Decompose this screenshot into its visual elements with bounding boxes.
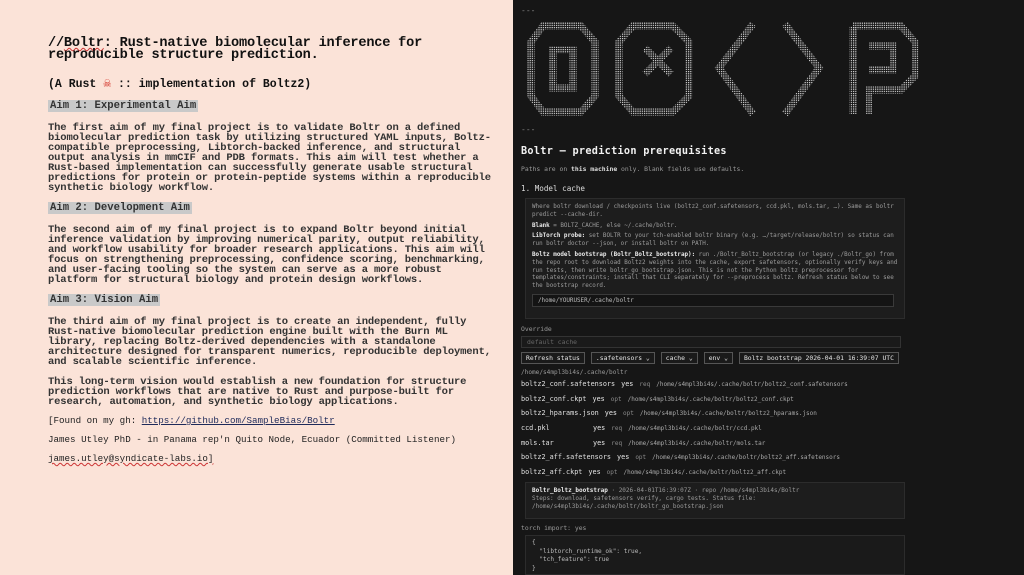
page-title: Boltr — prediction prerequisites <box>521 146 727 157</box>
file-status: yes <box>617 453 630 462</box>
crab-icon: ☠ <box>103 76 112 91</box>
probe-label: LibTorch probe: <box>532 233 586 240</box>
aim-2-section <box>48 193 495 285</box>
section-title-model-cache: 1. Model cache <box>521 184 586 193</box>
file-status: yes <box>593 438 606 447</box>
document-title <box>48 38 495 62</box>
file-status: yes <box>621 380 634 388</box>
file-name: mols.tar <box>521 438 554 447</box>
blank-label: Blank <box>532 222 550 229</box>
status-toolbar <box>521 352 899 364</box>
aim-body: The third aim of my final project is to create an independent, fully Rust-native biomolecular prediction engine built with the Burn ML library, replacing Boltz-derived dependencies with a standalone architecture designed for transparent numerics, reproducible deployment, and scalable scientific inference. <box>48 316 491 368</box>
title-name: Boltr <box>63 36 104 51</box>
aim-3-section <box>48 285 495 367</box>
aim-1-section <box>48 91 495 193</box>
file-status: yes <box>588 468 601 477</box>
file-required: opt <box>623 410 634 418</box>
terminal-pane <box>513 0 1024 575</box>
file-path: /home/s4mpl3bi4s/.cache/boltr/boltz2_aff.ckpt <box>623 469 787 477</box>
list-item <box>521 468 1021 483</box>
aim-heading: Aim 1: Experimental Aim <box>50 100 197 112</box>
info-blank <box>532 223 898 231</box>
bootstrap-title-line <box>532 487 898 495</box>
bootstrap-record-box <box>525 482 905 519</box>
file-path: /home/s4mpl3bi4s/.cache/boltr/mols.tar <box>628 439 766 447</box>
list-item <box>521 380 1021 395</box>
divider-top: --- <box>521 6 536 15</box>
list-item <box>521 409 1021 424</box>
refresh-status-button[interactable]: Refresh status <box>521 352 585 364</box>
divider-bottom: --- <box>521 125 536 134</box>
list-item <box>521 453 1021 468</box>
aim-heading: Aim 2: Development Aim <box>50 202 190 214</box>
bootstrap-steps: Steps: download, safetensors verify, cargo tests. Status file: /home/s4mpl3bi4s/.cache/boltr/boltr_go_bootstrap.json <box>532 495 756 510</box>
page-subtitle <box>521 165 744 173</box>
file-required: opt <box>610 395 622 403</box>
file-required: opt <box>606 469 618 477</box>
subtext-pre: Paths are on <box>521 165 572 173</box>
bootstrap-meta: · 2026-04-01T16:39:07Z · repo /home/s4mpl3bi4s/Boltr <box>607 487 800 494</box>
file-name: boltz2_aff.safetensors <box>521 453 612 462</box>
bootstrap-badge[interactable]: Boltz bootstrap 2026-04-01 16:39:07 UTC <box>739 352 899 364</box>
override-input[interactable]: default cache <box>521 336 901 348</box>
file-status: yes <box>604 409 618 418</box>
file-name: boltz2_aff.ckpt <box>521 468 583 477</box>
env-select[interactable]: env ⌄ <box>704 352 733 364</box>
aim-body: The second aim of my final project is to expand Boltr beyond initial inference validation by improving numerical parity, output reliability, and workflow usability for broader research applications. This aim will focus on strengthening preprocessing, confidence scoring, benchmarking, and user-facing tooling so the system can serve as a more robust platform for structural biology and protein design workflows. <box>48 224 485 286</box>
file-status: yes <box>593 424 606 433</box>
document-subtitle <box>48 76 495 91</box>
file-path: /home/s4mpl3bi4s/.cache/boltr/boltz2_aff.safetensors <box>652 454 840 462</box>
found-prefix: [Found on my gh: <box>48 415 142 426</box>
file-required: req <box>639 381 651 388</box>
subtitle-close: :: implementation of Boltz2) <box>111 78 312 91</box>
cache-file-list <box>521 380 1021 483</box>
file-required: req <box>611 425 623 433</box>
github-link[interactable]: https://github.com/SampleBias/Boltr <box>141 415 335 426</box>
subtext-post: only. Blank fields use defaults. <box>617 165 745 173</box>
ascii-art-logo <box>523 16 953 121</box>
file-path: /home/s4mpl3bi4s/.cache/boltr/ccd.pkl <box>628 425 762 433</box>
list-item <box>521 424 1021 439</box>
blank-text: = BOLTZ_CACHE, else ~/.cache/boltr. <box>549 222 678 229</box>
file-path: /home/s4mpl3bi4s/.cache/boltr/boltz2_conf.ckpt <box>627 395 794 403</box>
title-rest: : Rust-native biomolecular inference for reproducible structure prediction. <box>48 36 423 63</box>
subtext-bold: this machine <box>571 165 618 173</box>
file-name: boltz2_conf.safetensors <box>521 380 616 388</box>
file-path: /home/s4mpl3bi4s/.cache/boltr/boltz2_hparams.json <box>639 410 817 418</box>
aim-body: The first aim of my final project is to validate Boltr on a defined biomolecular prediction task by utilizing structured YAML inputs, Boltz-compatible preprocessing, Libtorch-backed inference, and structural output analysis in mmCIF and PDB formats. This aim will test whether a Rust-based implementation can successfully generate usable structural predictions for protein or protein-peptide systems within a reproducible synthetic biology workflow. <box>48 122 491 194</box>
model-cache-info-box <box>525 198 905 319</box>
aim-heading: Aim 3: Vision Aim <box>50 294 159 306</box>
doctor-json-output: { "libtorch_runtime_ok": true, "tch_feature": true } <box>525 535 905 575</box>
file-status: yes <box>592 394 605 403</box>
list-item <box>521 395 1021 410</box>
file-name: boltz2_conf.ckpt <box>521 394 587 403</box>
closing-paragraph: This long-term vision would establish a new foundation for structure prediction workflows that are native to Rust and purpose-built for research, automation, and synthetic biology applications. <box>48 376 467 408</box>
title-prefix: // <box>48 36 64 51</box>
file-name: ccd.pkl <box>521 424 550 433</box>
cache-select[interactable]: cache ⌄ <box>661 352 698 364</box>
torch-import-status: torch import: yes <box>521 524 587 532</box>
found-line <box>48 415 495 426</box>
current-cache-path: /home/s4mpl3bi4s/.cache/boltr <box>521 369 628 376</box>
subtitle-open: (A Rust <box>48 78 104 91</box>
info-model <box>532 252 898 291</box>
safetensors-select[interactable]: .safetensors ⌄ <box>591 352 655 364</box>
model-label: Boltz model bootstrap (Boltr_Boltz_bootstrap): <box>532 251 696 258</box>
model-text: run ./Boltr_Boltz_bootstrap (or legacy ./Boltr_go) from the repo root to download Boltz2 weights into the cache, export safetensors, optionally verify keys and run tests, then write boltr_go_bootstrap.json. This is not the Python boltz preprocessor for templates/constraints; install that CLI separately for --preprocess boltz. Refresh status below to see the bootstrap record. <box>532 251 898 290</box>
email-line[interactable]: james.utley@syndicate-labs.io] <box>48 453 214 464</box>
file-required: req <box>611 439 623 447</box>
list-item <box>521 439 1021 454</box>
probe-text: set BOLTR to your tch-enabled boltr binary (e.g. …/target/release/boltr) so status can run boltr doctor --json, or install boltr on PATH. <box>532 233 894 248</box>
info-line1: Where boltr download / checkpoints live (boltz2_conf.safetensors, ccd.pkl, mols.tar, …). Same as boltr predict --cache-dir. <box>532 204 894 218</box>
author-line: James Utley PhD - in Panama rep'n Quito Node, Ecuador (Committed Listener) <box>48 434 456 445</box>
default-cache-path: /home/YOURUSER/.cache/boltr <box>532 294 894 307</box>
file-name: boltz2_hparams.json <box>521 409 599 418</box>
ascii-logo-glyphs <box>531 24 915 114</box>
bootstrap-title: Boltr_Boltz_bootstrap <box>532 487 608 494</box>
override-label: Override <box>521 325 552 333</box>
file-path: /home/s4mpl3bi4s/.cache/boltr/boltz2_conf.safetensors <box>656 381 848 388</box>
info-probe <box>532 233 898 249</box>
file-required: opt <box>635 454 647 462</box>
